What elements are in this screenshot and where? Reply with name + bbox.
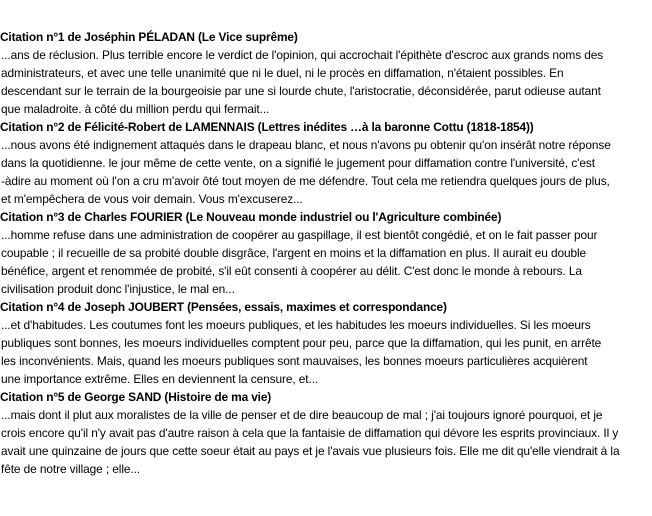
excerpt-line: et m'empêchera de vous voir demain. Vous m'excuserez... [1,192,303,206]
excerpt-line: ...nous avons été indignement attaqués dans le drapeau blanc, et nous n'avons pu obtenir qu'on insérât notre réponse [1,138,611,152]
excerpt-line: descendant sur le terrain de la bourgeoisie par une si lourde chute, l'aristocratie, déconsidérée, parut odieuse autant [1,84,601,98]
excerpt-line: les inconvénients. Mais, quand les moeurs publiques sont mauvaises, les bonnes moeurs particulières acquièrent [1,354,588,368]
excerpt-line: -àdire au moment où l'on a cru m'avoir ôté tout moyen de me défendre. Tout cela me retiendra quelques jours de plus, [1,174,610,188]
citation-3 [0,208,652,298]
excerpt-line: que maladroite. à côté du million perdu qui fermait... [1,102,270,116]
citation-4 [0,298,652,388]
citation-excerpt [0,46,649,118]
excerpt-line: ...mais dont il plut aux moralistes de la ville de penser et de dire beaucoup de mal ; j'ai toujours ignoré pourquoi, et je [1,408,603,422]
citation-title: Citation n°4 de Joseph JOUBERT (Pensées, essais, maximes et correspondance) [0,300,447,314]
excerpt-line: fête de notre village ; elle... [1,462,141,476]
excerpt-line: ...ans de réclusion. Plus terrible encore le verdict de l'opinion, qui accrochait l'épithète d'escroc aux grands noms des [1,48,604,62]
excerpt-line: une importance extrême. Elles en deviennent la censure, et... [1,372,319,386]
excerpt-line: avait une quinzaine de jours que cette soeur était au pays et je l'avais vue plusieurs fois. Elle me dit qu'elle viendrait à la [1,444,620,458]
citation-title: Citation n°2 de Félicité-Robert de LAMENNAIS (Lettres inédites …à la baronne Cottu (1818-1854)) [0,120,534,134]
excerpt-line: bénéfice, argent et renommée de probité, s'il eût consenti à coopérer au délit. C'est donc le monde à rebours. La [1,264,582,278]
excerpt-line: dans la quotidienne. le jour même de cette vente, on a signifié le jugement pour diffamation contre l'université, c'est [1,156,595,170]
excerpt-line: ...et d'habitudes. Les coutumes font les moeurs publiques, et les habitudes les moeurs individuelles. Si les moeurs [1,318,591,332]
citation-excerpt [0,136,649,208]
citation-excerpt [0,226,649,298]
citation-excerpt [0,406,649,478]
excerpt-line: civilisation produit donc l'injustice, le mal en... [1,282,235,296]
citation-5 [0,388,652,478]
citation-title: Citation n°1 de Joséphin PÉLADAN (Le Vice suprême) [0,30,298,44]
excerpt-line: administrateurs, et avec une telle unanimité que ni le duel, ni le procès en diffamation, n'étaient possibles. En [1,66,564,80]
excerpt-line: coupable ; il recueille de sa probité double disgrâce, l'argent en moins et la diffamation en plus. Il aurait eu double [1,246,587,260]
citation-1 [0,28,652,118]
citation-excerpt [0,316,649,388]
citation-title: Citation n°5 de George SAND (Histoire de ma vie) [0,390,272,404]
excerpt-line: ...homme refuse dans une administration de coopérer au gaspillage, il est bientôt congédié, et on le fait passer pour [1,228,598,242]
citation-2 [0,118,652,208]
excerpt-line: publiques sont bonnes, les moeurs individuelles comptent pour peu, parce que la diffamation, qui les punit, en arrête [1,336,602,350]
excerpt-line: crois encore qu'il n'y avait pas d'autre raison à cela que la fantaisie de diffamation qui dévore les esprits provinciaux. Il y [1,426,619,440]
citation-title: Citation n°3 de Charles FOURIER (Le Nouveau monde industriel ou l'Agriculture combinée) [0,210,502,224]
